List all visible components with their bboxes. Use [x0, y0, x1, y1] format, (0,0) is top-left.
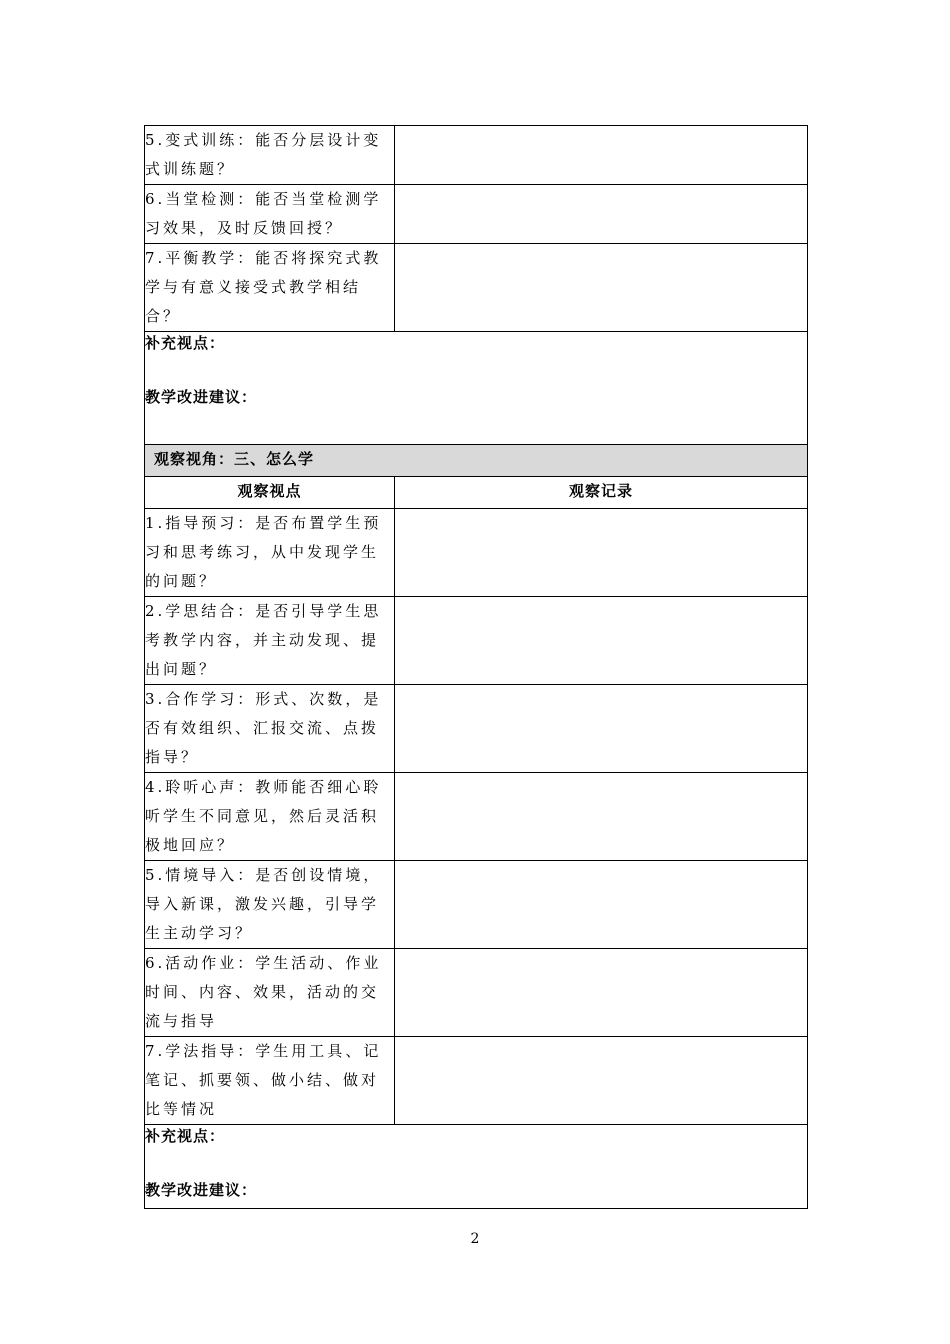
suggestion-label: 教学改进建议： — [145, 388, 258, 406]
record-cell[interactable] — [395, 1037, 808, 1125]
table-row — [145, 244, 808, 332]
viewpoint-cell: 1.指导预习：是否布置学生预习和思考练习，从中发现学生的问题？ — [145, 509, 395, 597]
table-row — [145, 949, 808, 1037]
table-row — [145, 597, 808, 685]
page-number: 2 — [470, 1231, 480, 1247]
section-header-row — [145, 445, 808, 477]
supplement-row — [145, 332, 808, 445]
record-cell[interactable] — [395, 685, 808, 773]
section-title: 观察视角：三、怎么学 — [145, 445, 808, 477]
viewpoint-cell: 3.合作学习：形式、次数，是否有效组织、汇报交流、点拨指导？ — [145, 685, 395, 773]
viewpoint-cell: 6.当堂检测：能否当堂检测学习效果，及时反馈回授？ — [145, 185, 395, 244]
supplement-label: 补充视点： — [145, 334, 226, 352]
record-cell[interactable] — [395, 126, 808, 185]
supplement-cell[interactable] — [145, 332, 808, 445]
record-cell[interactable] — [395, 861, 808, 949]
viewpoint-cell: 7.平衡教学：能否将探究式教学与有意义接受式教学相结合？ — [145, 244, 395, 332]
record-cell[interactable] — [395, 773, 808, 861]
supplement-label: 补充视点： — [145, 1127, 226, 1145]
record-cell[interactable] — [395, 244, 808, 332]
table-row — [145, 685, 808, 773]
table-row — [145, 861, 808, 949]
table-row — [145, 773, 808, 861]
viewpoint-cell: 2.学思结合：是否引导学生思考教学内容，并主动发现、提出问题？ — [145, 597, 395, 685]
viewpoint-cell: 7.学法指导：学生用工具、记笔记、抓要领、做小结、做对比等情况 — [145, 1037, 395, 1125]
record-cell[interactable] — [395, 509, 808, 597]
viewpoint-cell: 6.活动作业：学生活动、作业时间、内容、效果，活动的交流与指导 — [145, 949, 395, 1037]
table-row — [145, 509, 808, 597]
supplement-cell[interactable] — [145, 1125, 808, 1209]
column-header-row — [145, 477, 808, 509]
observation-table — [144, 125, 808, 1209]
table-row — [145, 126, 808, 185]
record-cell[interactable] — [395, 185, 808, 244]
record-cell[interactable] — [395, 597, 808, 685]
record-cell[interactable] — [395, 949, 808, 1037]
viewpoint-cell: 4.聆听心声：教师能否细心聆听学生不同意见，然后灵活积极地回应？ — [145, 773, 395, 861]
suggestion-label: 教学改进建议： — [145, 1181, 258, 1199]
column-header-viewpoint: 观察视点 — [145, 477, 395, 509]
supplement-row — [145, 1125, 808, 1209]
table-row — [145, 185, 808, 244]
table-row — [145, 1037, 808, 1125]
column-header-record: 观察记录 — [395, 477, 808, 509]
viewpoint-cell: 5.情境导入：是否创设情境，导入新课，激发兴趣，引导学生主动学习？ — [145, 861, 395, 949]
viewpoint-cell: 5.变式训练：能否分层设计变式训练题？ — [145, 126, 395, 185]
